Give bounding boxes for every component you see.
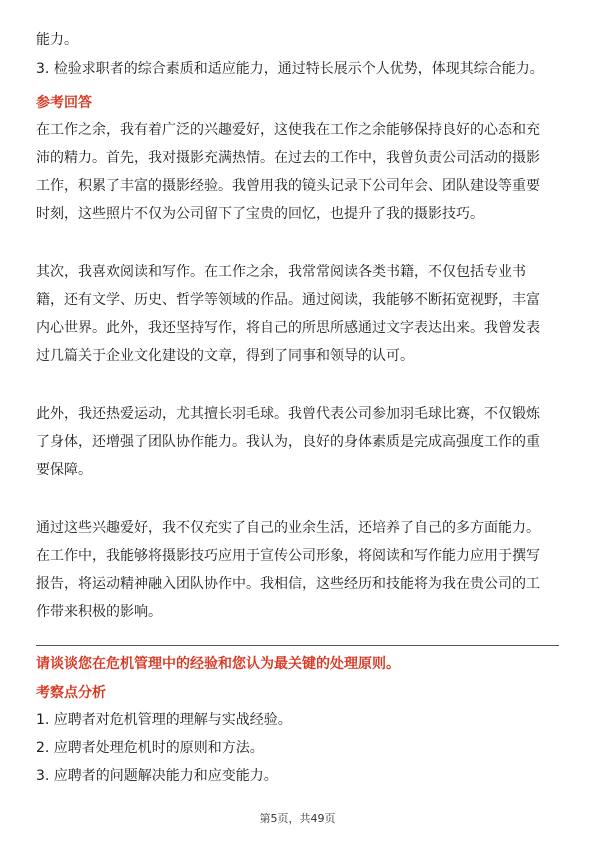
answer-p2-line: 籍，还有文学、历史、哲学等领域的作品。通过阅读，我能够不断拓宽视野，丰富 <box>36 292 540 308</box>
question-title: 请谈谈您在危机管理中的经验和您认为最关键的处理原则。 <box>36 656 400 672</box>
body-text-line: 能力。 <box>36 32 78 48</box>
answer-p1-line: 时刻，这些照片不仅为公司留下了宝贵的回忆，也提升了我的摄影技巧。 <box>36 206 484 222</box>
answer-p3-line: 此外，我还热爱运动，尤其擅长羽毛球。我曾代表公司参加羽毛球比赛，不仅锻炼 <box>36 406 540 422</box>
answer-p4-line: 通过这些兴趣爱好，我不仅充实了自己的业余生活，还培养了自己的多方面能力。 <box>36 520 540 536</box>
answer-p2-line: 过几篇关于企业文化建设的文章，得到了同事和领导的认可。 <box>36 348 414 364</box>
answer-p4-line: 报告，将运动精神融入团队协作中。我相信，这些经历和技能将为我在贵公司的工 <box>36 576 540 592</box>
answer-p1-line: 工作，积累了丰富的摄影经验。我曾用我的镜头记录下公司年会、团队建设等重要 <box>36 178 540 194</box>
analysis-point-1: 1. 应聘者对危机管理的理解与实战经验。 <box>36 712 292 728</box>
answer-p1-line: 沛的精力。首先，我对摄影充满热情。在过去的工作中，我曾负责公司活动的摄影 <box>36 150 540 166</box>
answer-p1-line: 在工作之余，我有着广泛的兴趣爱好，这使我在工作之余能够保持良好的心态和充 <box>36 122 540 138</box>
answer-p3-line: 要保障。 <box>36 462 92 478</box>
answer-p4-line: 作带来积极的影响。 <box>36 604 162 620</box>
answer-p2-line: 其次，我喜欢阅读和写作。在工作之余，我常常阅读各类书籍，不仅包括专业书 <box>36 264 526 280</box>
section-divider <box>36 645 559 646</box>
analysis-point-3: 3. 应聘者的问题解决能力和应变能力。 <box>36 768 278 784</box>
analysis-heading: 考察点分析 <box>36 685 106 701</box>
page-number: 第5页，共49页 <box>259 812 336 825</box>
answer-heading: 参考回答 <box>36 95 92 111</box>
answer-p2-line: 内心世界。此外，我还坚持写作，将自己的所思所感通过文字表达出来。我曾发表 <box>36 320 540 336</box>
answer-p4-line: 在工作中，我能够将摄影技巧应用于宣传公司形象，将阅读和写作能力应用于撰写 <box>36 548 540 564</box>
analysis-point-3: 3. 检验求职者的综合素质和适应能力，通过特长展示个人优势，体现其综合能力。 <box>36 61 544 77</box>
answer-p3-line: 了身体，还增强了团队协作能力。我认为，良好的身体素质是完成高强度工作的重 <box>36 434 540 450</box>
analysis-point-2: 2. 应聘者处理危机时的原则和方法。 <box>36 740 264 756</box>
